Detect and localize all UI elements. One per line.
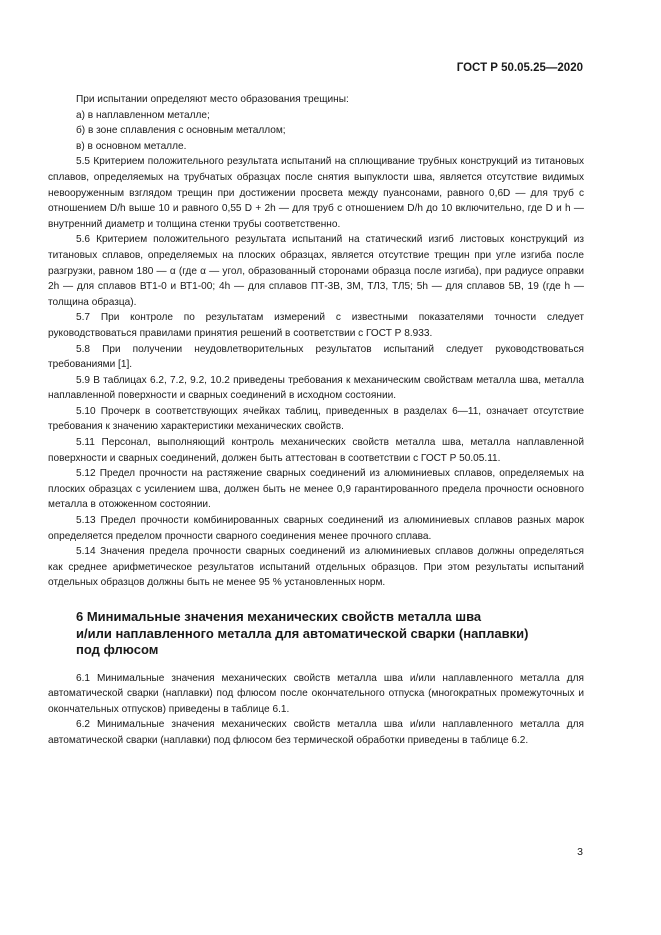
document-id: ГОСТ Р 50.05.25—2020 (456, 62, 583, 74)
page-content (48, 92, 584, 748)
paragraph-5-10: 5.10 Прочерк в соответствующих ячейках таблиц, приведенных в разделах 6—11, означает отсутствие требования к значению характеристики механических свойств. (48, 405, 584, 433)
paragraph-crack-location-intro: При испытании определяют место образования трещины: (76, 94, 349, 105)
list-item-a: а) в наплавленном металле; (76, 109, 210, 121)
paragraph-5-8: 5.8 При получении неудовлетворительных результатов испытаний следует руководствоваться требованиями [1]. (48, 343, 584, 371)
paragraph-5-11: 5.11 Персонал, выполняющий контроль механических свойств металла шва, металла наплавленной поверхности и сварных соединений, должен быть аттестован в соответствии с ГОСТ Р 50.05.11. (48, 437, 584, 464)
page-number: 3 (577, 846, 583, 858)
paragraph-5-9: 5.9 В таблицах 6.2, 7.2, 9.2, 10.2 приведены требования к механическим свойствам металла шва, металла наплавленной поверхности и сварных соединений в исходном состоянии. (48, 374, 584, 402)
list-item-b: б) в зоне сплавления с основным металлом; (76, 125, 286, 137)
paragraph-5-7: 5.7 При контроле по результатам измерений с известными показателями точности следует руководствоваться правилами принятия решений в соответствии с ГОСТ Р 8.933. (48, 312, 584, 339)
paragraph-6-2: 6.2 Минимальные значения механических свойств металла шва и/или наплавленного металла для автоматической сварки (наплавки) под флюсом без термической обработки приведены в таблице 6.2. (48, 719, 584, 746)
paragraph-6-1: 6.1 Минимальные значения механических свойств металла шва и/или наплавленного металла для автоматической сварки (наплавки) под флюсом после окончательного отпуска (многократных промежуточных и окончательных отпусков) приведены в таблице 6.1. (48, 672, 584, 715)
section-6-heading-line-3: под флюсом (76, 642, 159, 657)
section-6-heading-line-1: 6 Минимальные значения механических свойств металла шва (76, 609, 482, 624)
paragraph-5-5: 5.5 Критерием положительного результата испытаний на сплющивание трубных конструкций из титановых сплавов, определяемых на трубчатых образцах после снятия выпуклости шва, является отсутствие видимых невооруженным взглядом трещин при достижении просвета между пуансонами, равного 0,6D — для труб с отношением D/h выше 10 и равного 0,55 D + 2h — для труб с отношением D/h до 10 включительно, где D и h — внутренний диаметр и толщина стенки трубы соответственно. (48, 156, 584, 230)
paragraph-5-6: 5.6 Критерием положительного результата испытаний на статический изгиб листовых конструкций из титановых сплавов, определяемых на плоских образцах, является отсутствие трещин при угле изгиба после разгрузки, равном 180 — α (где α — угол, образованный сторонами образца после изгиба), при радиусе оправки 2h — для сплавов ВТ1-0 и ВТ1-00; 4h — для сплавов ПТ-3В, 3М, ТЛ3, ТЛ5; 5h — для сплавов 5В, 19 (где h — толщина образца). (48, 234, 584, 308)
paragraph-5-14: 5.14 Значения предела прочности сварных соединений из алюминиевых сплавов должны определяться как среднее арифметическое результатов испытаний отдельных образцов. При этом результаты испытаний отдельных образцов должны быть не менее 95 % установленных норм. (48, 546, 584, 589)
section-6-heading-line-2: и/или наплавленного металла для автоматической сварки (наплавки) (76, 625, 529, 641)
section-6-heading (76, 609, 584, 659)
list-item-c: в) в основном металле. (76, 140, 187, 152)
paragraph-5-12: 5.12 Предел прочности на растяжение сварных соединений из алюминиевых сплавов, определяемых на плоских образцах с усилением шва, должен быть не менее 0,9 гарантированного предела прочности основного металла в отожженном состоянии. (48, 468, 584, 511)
paragraph-5-13: 5.13 Предел прочности комбинированных сварных соединений из алюминиевых сплавов разных марок определяется пределом прочности сварного соединения менее прочного сплава. (48, 515, 584, 542)
